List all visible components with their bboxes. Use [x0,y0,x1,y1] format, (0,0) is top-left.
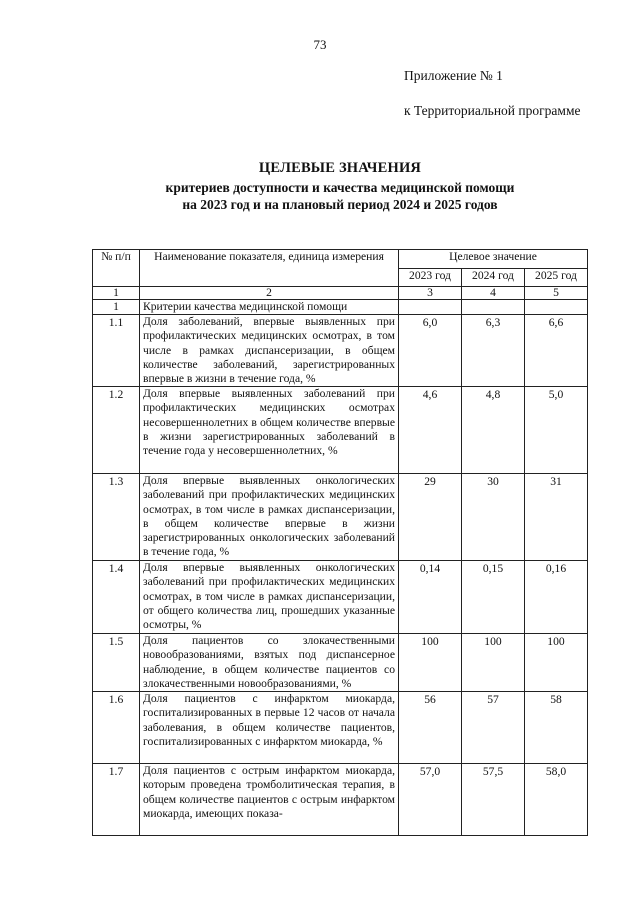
row-value-2023: 56 [399,692,462,764]
appendix-reference: к Территориальной программе [404,103,581,118]
table-row [93,387,588,474]
row-indicator-name: Доля пациентов с инфарктом миокарда, госпитализированных в первые 12 часов от начала заболевания, в общем количестве пациентов, госпитализированных с инфарктом миокарда, % [140,692,399,764]
row-indicator-name: Доля впервые выявленных заболеваний при профилактических медицинских осмотрах несовершеннолетних в общем количестве впервые в жизни зарегистрированных заболеваний в течение года у несовершеннолетних, % [140,387,399,474]
row-value-2024: 30 [462,474,525,561]
table-row [93,764,588,836]
table-row [93,561,588,634]
row-number: 1.6 [93,692,140,764]
row-number: 1.7 [93,764,140,836]
document-period: на 2023 год и на плановый период 2024 и 2025 годов [182,197,498,212]
document-title: ЦЕЛЕВЫЕ ЗНАЧЕНИЯ [258,160,422,176]
header-year-2025: 2025 год [525,269,588,287]
section-row [93,300,588,315]
header-name: Наименование показателя, единица измерения [140,250,399,287]
row-number: 1.3 [93,474,140,561]
header-target-value: Целевое значение [399,250,588,269]
row-value-2024: 57 [462,692,525,764]
row-value-2023: 6,0 [399,315,462,387]
header-year-2023: 2023 год [399,269,462,287]
row-value-2023: 4,6 [399,387,462,474]
page-number: 73 [313,37,327,52]
row-value-2024: 4,8 [462,387,525,474]
table-row [93,315,588,387]
row-value-2025: 58,0 [525,764,588,836]
column-index-row [93,287,588,300]
row-value-2023: 100 [399,634,462,692]
row-value-2023: 0,14 [399,561,462,634]
table-row [93,634,588,692]
row-value-2025: 100 [525,634,588,692]
row-value-2023: 57,0 [399,764,462,836]
section-number: 1 [93,300,140,315]
row-value-2024: 100 [462,634,525,692]
row-value-2025: 31 [525,474,588,561]
table-row [93,474,588,561]
row-value-2025: 58 [525,692,588,764]
row-value-2025: 0,16 [525,561,588,634]
column-index: 2 [140,287,399,300]
column-index: 1 [93,287,140,300]
column-index: 3 [399,287,462,300]
row-indicator-name: Доля пациентов с острым инфарктом миокарда, которым проведена тромболитическая терапия, в общем количестве пациентов с острым инфарктом миокарда, имеющих показа- [140,764,399,836]
row-indicator-name: Доля заболеваний, впервые выявленных при профилактических медицинских осмотрах, в том числе в рамках диспансеризации, в общем количестве заболеваний, зарегистрированных впервые в жизни в течение года, % [140,315,399,387]
row-indicator-name: Доля впервые выявленных онкологических заболеваний при профилактических медицинских осмотрах, в том числе в рамках диспансеризации, от общего количества лиц, прошедших указанные осмотры, % [140,561,399,634]
empty-cell [462,300,525,315]
row-value-2024: 0,15 [462,561,525,634]
row-indicator-name: Доля пациентов со злокачественными новообразованиями, взятых под диспансерное наблюдение, в общем количестве пациентов со злокачественными новообразованиями, % [140,634,399,692]
row-value-2025: 6,6 [525,315,588,387]
row-value-2025: 5,0 [525,387,588,474]
row-value-2024: 6,3 [462,315,525,387]
section-title: Критерии качества медицинской помощи [140,300,399,315]
criteria-table [92,249,588,836]
row-number: 1.4 [93,561,140,634]
row-number: 1.1 [93,315,140,387]
empty-cell [399,300,462,315]
table-row [93,692,588,764]
header-year-2024: 2024 год [462,269,525,287]
document-subtitle: критериев доступности и качества медицинской помощи [165,180,515,195]
row-value-2023: 29 [399,474,462,561]
appendix-label: Приложение № 1 [404,68,503,83]
row-number: 1.2 [93,387,140,474]
table-header-row [93,250,588,269]
column-index: 5 [525,287,588,300]
empty-cell [525,300,588,315]
column-index: 4 [462,287,525,300]
row-indicator-name: Доля впервые выявленных онкологических заболеваний при профилактических медицинских осмотрах, в том числе в рамках диспансеризации, в общем количестве впервые в жизни зарегистрированных онкологических заболеваний в течение года, % [140,474,399,561]
header-no: № п/п [93,250,140,287]
row-value-2024: 57,5 [462,764,525,836]
row-number: 1.5 [93,634,140,692]
